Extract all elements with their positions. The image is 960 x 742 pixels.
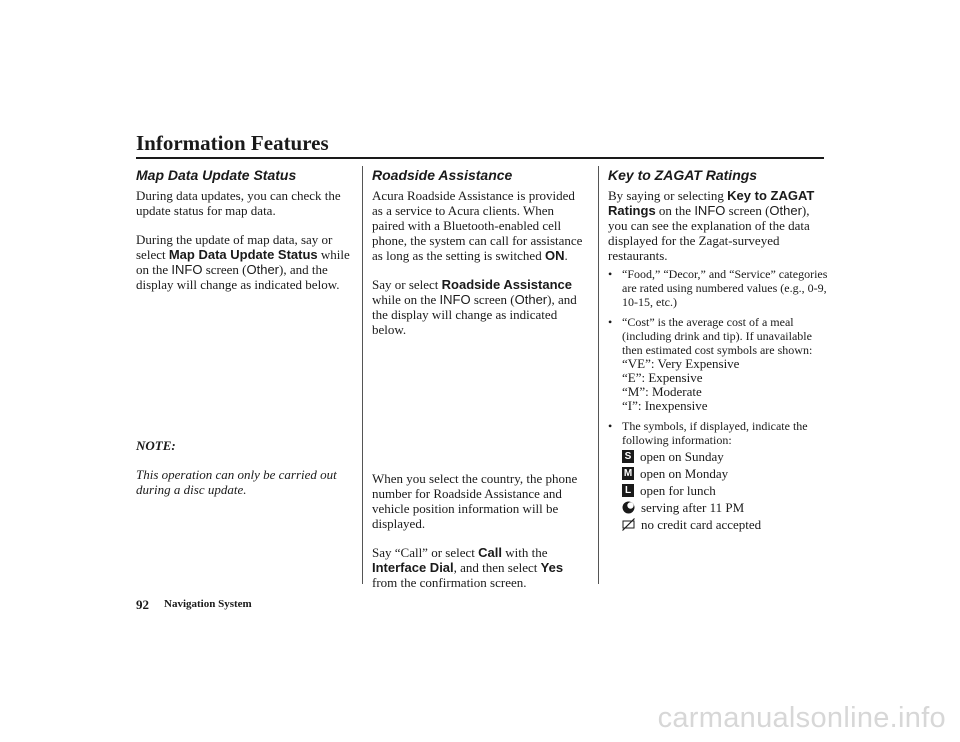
note-heading: NOTE:: [136, 438, 176, 453]
roadside-instructions: Say or select Roadside Assistance while on the INFO screen (Other), and the display will change as indicated below.: [372, 277, 577, 337]
map-data-intro: During data updates, you can check the update status for map data.: [136, 188, 341, 218]
column-divider-2: [598, 166, 599, 584]
screen-image-placeholder-2: [372, 351, 587, 471]
bullet-cost: • “Cost” is the average cost of a meal (including drink and tip). If unavailable then estimated cost symbols are shown: “VE”: Very Expensive “E”: Expensive “M”: Moderate “I”: Inexpensive: [608, 315, 828, 413]
moon-icon: [622, 501, 635, 514]
column-divider-1: [362, 166, 363, 584]
map-data-instructions: During the update of map data, say or select Map Data Update Status while on the INFO screen (Other), and the display will change as indicated below.: [136, 232, 350, 292]
roadside-call-text: Say “Call” or select Call with the Interface Dial, and then select Yes from the confirmation screen.: [372, 545, 564, 590]
title-rule: [136, 157, 824, 159]
symbol-row-no-credit-card: no credit card accepted: [622, 517, 828, 532]
column-map-data-update: [136, 166, 351, 511]
zagat-intro: By saying or selecting Key to ZAGAT Ratings on the INFO screen (Other), you can see the explanation of the data displayed for the Zagat-surveyed restaurants.: [608, 188, 815, 263]
no-credit-card-icon: [622, 518, 635, 531]
cost-m: “M”: Moderate: [622, 384, 702, 399]
cost-e: “E”: Expensive: [622, 370, 703, 385]
cost-ve: “VE”: Very Expensive: [622, 356, 740, 371]
footer-section-label: Navigation System: [164, 598, 252, 610]
symbol-row-lunch: L open for lunch: [622, 483, 828, 498]
ui-label-map-data-update-status: Map Data Update Status: [168, 247, 318, 262]
symbol-row-late-night: serving after 11 PM: [622, 500, 828, 515]
page-number: 92: [136, 597, 149, 612]
column-roadside-assistance: [372, 166, 587, 604]
section-heading-zagat: Key to ZAGAT Ratings: [608, 167, 758, 183]
column-zagat-ratings: [608, 166, 828, 534]
screen-image-placeholder: [136, 306, 351, 438]
symbol-row-monday: M open on Monday: [623, 466, 729, 481]
symbol-row-sunday: S open on Sunday: [622, 449, 828, 464]
note-text: This operation can only be carried out during a disc update.: [136, 467, 337, 497]
sunday-icon: S: [622, 450, 634, 463]
roadside-country-text: When you select the country, the phone number for Roadside Assistance and vehicle position information will be displayed.: [372, 471, 578, 531]
section-heading-map-data: Map Data Update Status: [136, 167, 297, 183]
section-heading-roadside: Roadside Assistance: [372, 167, 513, 183]
ui-label-key-to-zagat: Key to ZAGAT Ratings: [608, 188, 815, 218]
bullet-symbols: • The symbols, if displayed, indicate the following information:: [608, 419, 808, 447]
cost-i: “I”: Inexpensive: [622, 398, 708, 413]
lunch-icon: L: [622, 484, 634, 497]
bullet-food-decor-service: • “Food,” “Decor,” and “Service” categories are rated using numbered values (e.g., 0-9, 10-15, etc.): [608, 267, 828, 309]
ui-label-roadside-assistance: Roadside Assistance: [441, 277, 572, 292]
monday-icon: M: [623, 468, 633, 479]
watermark: carmanualsonline.info: [657, 702, 946, 734]
page-title: Information Features: [136, 131, 329, 155]
roadside-intro: Acura Roadside Assistance is provided as a service to Acura clients. When paired with a Bluetooth-enabled cell phone, the system can call for assistance as long as the setting is switched ON.: [372, 188, 583, 263]
